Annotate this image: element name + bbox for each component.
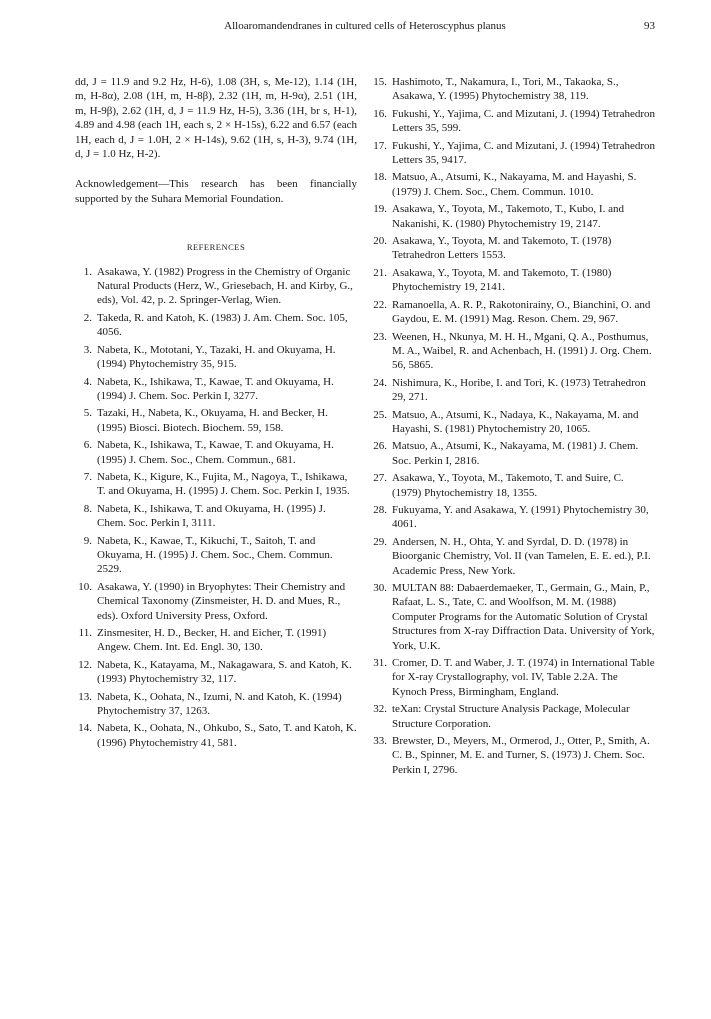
reference-text: teXan: Crystal Structure Analysis Package, Molecular Structure Corporation.	[392, 703, 630, 730]
reference-number: 19.	[373, 203, 387, 216]
reference-number: 26.	[373, 440, 387, 453]
reference-text: Weenen, H., Nkunya, M. H. H., Mgani, Q. A., Posthumus, M. A., Waibel, R. and Achenbach, H. (1991) J. Org. Chem. 56, 5865.	[392, 330, 652, 372]
reference-item	[75, 502, 357, 531]
reference-number: 10.	[78, 580, 92, 593]
reference-item	[75, 406, 357, 435]
reference-text: Asakawa, Y., Toyota, M. and Takemoto, T. (1980) Phytochemistry 19, 2141.	[392, 266, 612, 294]
reference-item	[75, 690, 357, 719]
reference-number: 27.	[373, 472, 387, 485]
reference-item	[75, 311, 357, 340]
nmr-data-paragraph: dd, J = 11.9 and 9.2 Hz, H-6), 1.08 (3H, s, Me-12), 1.14 (1H, m, H-8α), 2.08 (1H, m, H-8β), 2.32 (1H, m, H-9α), 2.51 (1H, m, H-9β), 2.62 (1H, d, J = 11.9 Hz, H-5), 3.36 (1H, br s, H-1), 4.89 and 4.98 (each 1H, each s, 2 × H-15s), 6.22 and 6.57 (each 1H, each d, J = 1.0H, 2 × H-14s), 9.62 (1H, s, H-3), 9.74 (1H, d, J = 1.0 Hz, H-2).	[75, 76, 357, 161]
reference-item	[370, 107, 655, 136]
reference-item	[370, 471, 655, 500]
reference-number: 16.	[373, 107, 387, 120]
reference-number: 5.	[83, 407, 92, 420]
reference-item	[370, 535, 655, 578]
reference-number: 24.	[373, 376, 387, 389]
reference-text: Andersen, N. H., Ohta, Y. and Syrdal, D. D. (1978) in Bioorganic Chemistry, Vol. II (van Tamelen, E. E. ed.), P.I. Academic Press, New York.	[392, 535, 651, 577]
reference-item	[370, 234, 655, 263]
reference-item	[75, 375, 357, 404]
reference-number: 13.	[78, 690, 92, 703]
reference-item	[370, 139, 655, 168]
reference-number: 8.	[83, 502, 92, 515]
reference-list-right	[370, 75, 655, 777]
reference-text: Nabeta, K., Katayama, M., Nakagawara, S. and Katoh, K. (1993) Phytochemistry 32, 117.	[97, 658, 352, 686]
reference-number: 9.	[83, 534, 92, 547]
reference-text: Nabeta, K., Oohata, N., Izumi, N. and Katoh, K. (1994) Phytochemistry 37, 1263.	[97, 690, 342, 718]
reference-item	[370, 581, 655, 653]
reference-item	[75, 343, 357, 372]
reference-text: Fukushi, Y., Yajima, C. and Mizutani, J. (1994) Tetrahedron Letters 35, 9417.	[392, 139, 656, 167]
page-number: 93	[644, 20, 655, 32]
reference-text: Nabeta, K., Kawae, T., Kikuchi, T., Saitoh, T. and Okuyama, H. (1995) J. Chem. Soc., Chem. Commun. 2529.	[97, 534, 333, 576]
references-heading: REFERENCES	[186, 242, 246, 253]
reference-number: 22.	[373, 298, 387, 311]
reference-text: Cromer, D. T. and Waber, J. T. (1974) in International Table for X-ray Crystallography, vol. IV, Table 2.2A. The Kynoch Press, Birmingham, England.	[392, 657, 655, 698]
reference-text: Matsuo, A., Atsumi, K., Nakayama, M. and Hayashi, S. (1979) J. Chem. Soc., Chem. Commun. 1010.	[392, 171, 637, 198]
reference-text: Takeda, R. and Katoh, K. (1983) J. Am. Chem. Soc. 105, 4056.	[97, 311, 348, 339]
reference-number: 3.	[83, 343, 92, 356]
running-header	[75, 20, 655, 36]
reference-number: 29.	[373, 535, 387, 548]
reference-text: Asakawa, Y. (1990) in Bryophytes: Their Chemistry and Chemical Taxonomy (Zinsmeister, H. D. and Mues, R., eds). Oxford University Press, Oxford.	[97, 580, 346, 622]
reference-number: 17.	[373, 139, 387, 152]
reference-item	[75, 721, 357, 750]
reference-text: Nishimura, K., Horibe, I. and Tori, K. (1973) Tetrahedron 29, 271.	[392, 376, 646, 404]
reference-text: Nabeta, K., Ishikawa, T., Kawae, T. and Okuyama, H. (1995) J. Chem. Soc., Chem. Commun., 681.	[97, 439, 334, 466]
acknowledgement: Acknowledgement—This research has been financially supported by the Suhara Memorial Foundation.	[75, 178, 357, 205]
reference-number: 32.	[373, 703, 387, 716]
reference-item	[75, 658, 357, 687]
reference-item	[370, 702, 655, 731]
reference-number: 4.	[83, 375, 92, 388]
reference-number: 23.	[373, 330, 387, 343]
reference-number: 28.	[373, 503, 387, 516]
reference-item	[370, 266, 655, 295]
reference-text: Nabeta, K., Mototani, Y., Tazaki, H. and Okuyama, H. (1994) Phytochemistry 35, 915.	[97, 343, 336, 371]
reference-number: 14.	[78, 722, 92, 735]
reference-number: 18.	[373, 171, 387, 184]
reference-item	[75, 265, 357, 308]
reference-item	[370, 298, 655, 327]
reference-number: 31.	[373, 657, 387, 670]
reference-text: Asakawa, Y., Toyota, M. and Takemoto, T. (1978) Tetrahedron Letters 1553.	[392, 235, 612, 262]
reference-text: Nabeta, K., Ishikawa, T., Kawae, T. and Okuyama, H. (1994) J. Chem. Soc. Perkin I, 3277.	[97, 375, 334, 402]
reference-item	[75, 470, 357, 499]
reference-item	[370, 408, 655, 437]
reference-item	[370, 202, 655, 231]
reference-item	[370, 75, 655, 104]
reference-number: 11.	[78, 627, 92, 639]
reference-text: Nabeta, K., Ishikawa, T. and Okuyama, H. (1995) J. Chem. Soc. Perkin I, 3111.	[97, 502, 326, 530]
reference-number: 30.	[373, 582, 387, 594]
reference-text: Asakawa, Y., Toyota, M., Takemoto, T. and Suire, C. (1979) Phytochemistry 18, 1355.	[392, 472, 624, 499]
reference-number: 12.	[78, 658, 92, 671]
reference-number: 7.	[83, 470, 92, 483]
right-column	[370, 75, 655, 780]
reference-item	[75, 534, 357, 577]
reference-item	[370, 170, 655, 199]
reference-number: 15.	[373, 76, 387, 88]
reference-text: Hashimoto, T., Nakamura, I., Tori, M., Takaoka, S., Asakawa, Y. (1995) Phytochemistry 38, 119.	[392, 76, 619, 103]
reference-text: Asakawa, Y. (1982) Progress in the Chemistry of Organic Natural Products (Herz, W., Griesebach, H. and Kirby, G., eds), Vol. 42, p. 2. Springer-Verlag, Wien.	[97, 265, 353, 307]
reference-text: Nabeta, K., Kigure, K., Fujita, M., Nagoya, T., Ishikawa, T. and Okuyama, H. (1995) J. Chem. Soc. Perkin I, 1935.	[97, 470, 350, 498]
reference-text: Fukushi, Y., Yajima, C. and Mizutani, J. (1994) Tetrahedron Letters 35, 599.	[392, 107, 656, 135]
reference-item	[370, 503, 655, 532]
reference-text: Brewster, D., Meyers, M., Ormerod, J., Otter, P., Smith, A. C. B., Spinner, M. E. and Turner, S. (1973) J. Chem. Soc. Perkin I, 2796.	[392, 735, 650, 776]
reference-number: 25.	[373, 408, 387, 421]
reference-text: Fukuyama, Y. and Asakawa, Y. (1991) Phytochemistry 30, 4061.	[392, 503, 649, 531]
reference-item	[370, 439, 655, 468]
reference-item	[370, 330, 655, 373]
reference-text: Ramanoella, A. R. P., Rakotonirainy, O., Bianchini, O. and Gaydou, E. M. (1991) Mag. Reson. Chem. 29, 967.	[392, 298, 651, 326]
reference-item	[75, 438, 357, 467]
reference-number: 20.	[373, 235, 387, 248]
reference-item	[75, 626, 357, 655]
reference-text: Zinsmesiter, H. D., Becker, H. and Eicher, T. (1991) Angew. Chem. Int. Ed. Engl. 30, 130.	[97, 627, 327, 654]
reference-text: Tazaki, H., Nabeta, K., Okuyama, H. and Becker, H. (1995) Biosci. Biotech. Biochem. 59, 158.	[97, 407, 328, 434]
reference-item	[370, 656, 655, 699]
reference-text: Nabeta, K., Oohata, N., Ohkubo, S., Sato, T. and Katoh, K. (1996) Phytochemistry 41, 581.	[97, 722, 357, 749]
reference-item	[75, 580, 357, 623]
reference-text: MULTAN 88: Dabaerdemaeker, T., Germain, G., Main, P., Rafaat, L. S., Tate, C. and Woolfson, M. M. (1988) Computer Programs for the Automatic Solution of Crystal Structures from X-ray Diffraction Data. University of York, York, U.K.	[392, 582, 655, 652]
reference-number: 2.	[83, 311, 92, 324]
reference-text: Matsuo, A., Atsumi, K., Nakayama, M. (1981) J. Chem. Soc. Perkin I, 2816.	[392, 440, 639, 467]
reference-number: 6.	[83, 439, 92, 452]
reference-item	[370, 376, 655, 405]
reference-number: 1.	[83, 265, 92, 278]
reference-text: Matsuo, A., Atsumi, K., Nadaya, K., Nakayama, M. and Hayashi, S. (1981) Phytochemistry 20, 1065.	[392, 408, 639, 435]
reference-number: 33.	[373, 735, 387, 748]
reference-text: Asakawa, Y., Toyota, M., Takemoto, T., Kubo, I. and Nakanishi, K. (1980) Phytochemistry 19, 2147.	[392, 203, 624, 230]
left-column	[75, 75, 357, 753]
reference-number: 21.	[373, 266, 387, 279]
reference-item	[370, 734, 655, 777]
running-title: Alloaromandendranes in cultured cells of Heteroscyphus planus	[224, 20, 506, 32]
reference-list-left	[75, 265, 357, 751]
